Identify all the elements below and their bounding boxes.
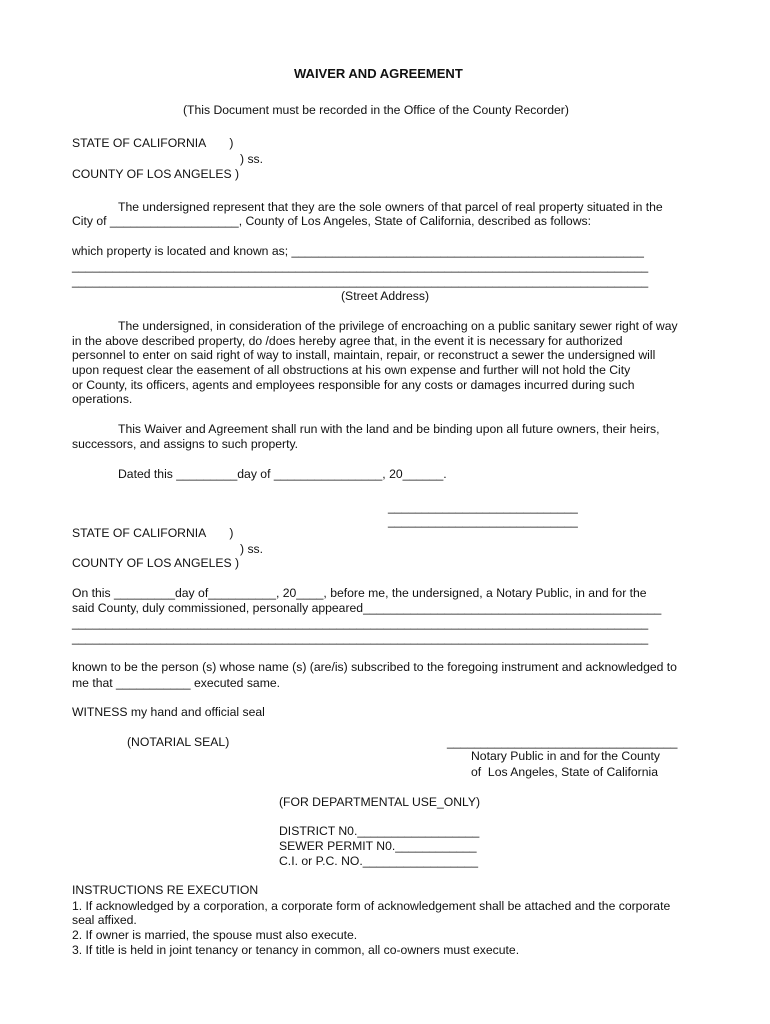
consideration-paragraph-line: or County, its officers, agents and employees responsible for any costs or damages incurred during such <box>72 378 635 392</box>
venue-state: STATE OF CALIFORNIA ) <box>72 526 234 540</box>
notarial-seal-label: (NOTARIAL SEAL) <box>127 735 230 749</box>
property-location-line: which property is located and known as; ____________________________________________________ <box>72 244 644 258</box>
instruction-item: 1. If acknowledged by a corporation, a corporate form of acknowledgement shall be attached and the corporate <box>72 899 671 913</box>
notary-signature-line: __________________________________ <box>447 735 678 749</box>
runs-paragraph-line: This Waiver and Agreement shall run with the land and be binding upon all future owners, their heirs, <box>118 422 660 436</box>
witness-line: WITNESS my hand and official seal <box>72 705 265 719</box>
property-blank-line: _____________________________________________________________________________________ <box>72 274 649 288</box>
consideration-paragraph-line: personnel to enter on said right of way to install, maintain, repair, or reconstruct a sewer the undersigned will <box>72 348 656 362</box>
venue-county: COUNTY OF LOS ANGELES ) <box>72 167 240 181</box>
runs-paragraph-line: successors, and assigns to such property. <box>72 437 299 451</box>
notary-blank-line: _____________________________________________________________________________________ <box>72 616 649 630</box>
recording-instruction: (This Document must be recorded in the Office of the County Recorder) <box>183 103 569 117</box>
venue-ss: ) ss. <box>240 542 264 556</box>
known-paragraph-line: known to be the person (s) whose name (s) (are/is) subscribed to the foregoing instrument and acknowledged to <box>72 660 677 674</box>
instructions-header: INSTRUCTIONS RE EXECUTION <box>72 883 259 897</box>
consideration-paragraph-line: upon request clear the easement of all obstructions at his own expense and further will not hold the City <box>72 363 631 377</box>
instruction-item: 3. If title is held in joint tenancy or tenancy in common, all co-owners must execute. <box>72 943 520 957</box>
signature-line: ____________________________ <box>388 500 578 514</box>
venue-state: STATE OF CALIFORNIA ) <box>72 136 234 150</box>
ci-pc-number-field: C.I. or P.C. NO._________________ <box>279 854 478 868</box>
venue-county: COUNTY OF LOS ANGELES ) <box>72 556 240 570</box>
street-address-label: (Street Address) <box>341 289 430 303</box>
notary-title: Notary Public in and for the County <box>471 749 661 763</box>
venue-ss: ) ss. <box>240 152 264 166</box>
consideration-paragraph-line: in the above described property, do /does hereby agree that, in the event it is necessary for authorized <box>72 334 623 348</box>
property-blank-line: _____________________________________________________________________________________ <box>72 259 649 273</box>
notary-title: of Los Angeles, State of California <box>471 765 658 779</box>
owners-paragraph-line: City of ___________________, County of Los Angeles, State of California, described as follows: <box>72 214 591 228</box>
document-title: WAIVER AND AGREEMENT <box>294 66 463 81</box>
consideration-paragraph-line: The undersigned, in consideration of the privilege of encroaching on a public sanitary sewer right of way <box>118 319 678 333</box>
notary-paragraph-line: On this _________day of__________, 20____, before me, the undersigned, a Notary Public, in and for the <box>72 586 647 600</box>
dated-line: Dated this _________day of ________________, 20______. <box>118 467 447 481</box>
signature-line: ____________________________ <box>388 514 578 528</box>
district-number-field: DISTRICT N0.__________________ <box>279 824 480 838</box>
instruction-item: seal affixed. <box>72 913 137 927</box>
notary-blank-line: _____________________________________________________________________________________ <box>72 631 649 645</box>
instruction-item: 2. If owner is married, the spouse must also execute. <box>72 928 358 942</box>
consideration-paragraph-line: operations. <box>72 392 133 406</box>
notary-paragraph-line: said County, duly commissioned, personally appeared____________________________________________ <box>72 601 662 615</box>
sewer-permit-field: SEWER PERMIT N0.____________ <box>279 839 477 853</box>
departmental-header: (FOR DEPARTMENTAL USE_ONLY) <box>279 795 481 809</box>
owners-paragraph-line: The undersigned represent that they are the sole owners of that parcel of real property situated in the <box>118 200 663 214</box>
known-paragraph-line: me that ___________ executed same. <box>72 676 281 690</box>
